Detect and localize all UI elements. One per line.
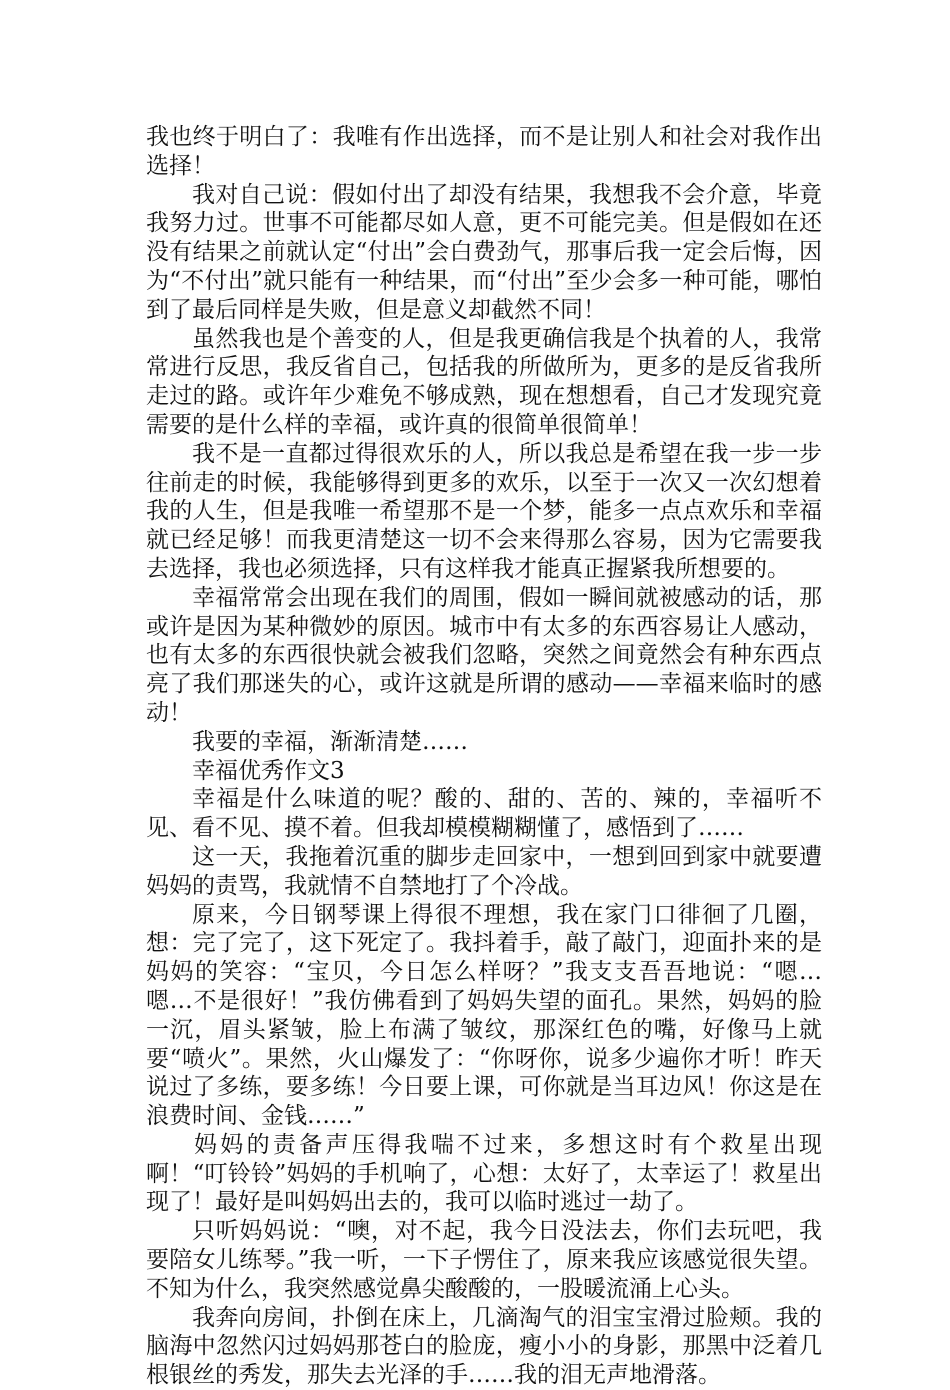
- paragraph-mother-declines: 只听妈妈说：“噢，对不起，我今日没法去，你们去玩吧，我要陪女儿练琴。”我一听，一下子愣住了，原来我应该感觉很失望。不知为什么，我突然感觉鼻尖酸酸的，一股暖流涌上心头。: [146, 1218, 822, 1302]
- paragraph-phone-rings: 妈妈的责备声压得我喘不过来，多想这时有个救星出现啊！“叮铃铃”妈妈的手机响了，心想：太好了，太幸运了！救星出现了！最好是叫妈妈出去的，我可以临时逃过一劫了。: [146, 1131, 822, 1216]
- paragraph-choice-conclusion: 我也终于明白了：我唯有作出选择，而不是让别人和社会对我作出选择！: [146, 124, 822, 179]
- paragraph-being-moved: 幸福常常会出现在我们的周围，假如一瞬间就被感动的话，那或许是因为某种微妙的原因。城市中有太多的东西容易让人感动，也有太多的东西很快就会被我们忽略，突然之间竟然会有种东西点亮了我们那迷失的心，或许这就是所谓的感动——幸福来临时的感动！: [146, 584, 822, 726]
- paragraph-taste-of-happiness: 幸福是什么味道的呢？酸的、甜的、苦的、辣的，幸福听不见、看不见、摸不着。但我却模模糊糊懂了，感悟到了……: [146, 786, 822, 842]
- paragraph-walking-home: 这一天，我拖着沉重的脚步走回家中，一想到回到家中就要遭妈妈的责骂，我就情不自禁地打了个冷战。: [146, 843, 822, 899]
- paragraph-tears: 我奔向房间，扑倒在床上，几滴淘气的泪宝宝滑过脸颊。我的脑海中忽然闪过妈妈那苍白的脸庞，瘦小小的身影，那黑中泛着几根银丝的秀发，那失去光泽的手……我的泪无声地滑落。: [146, 1304, 822, 1389]
- paragraph-piano-lesson: 原来，今日钢琴课上得很不理想，我在家门口徘徊了几圈，想：完了完了，这下死定了。我抖着手，敲了敲门，迎面扑来的是妈妈的笑容：“宝贝，今日怎么样呀？”我支支吾吾地说：“嗯…嗯…不是很好！”我仿佛看到了妈妈失望的面孔。果然，妈妈的脸一沉，眉头紧皱，脸上布满了皱纹，那深红色的嘴，好像马上就要“喷火”。果然，火山爆发了：“你呀你，说多少遍你才听！昨天说过了多练，要多练！今日要上课，可你就是当耳边风！你这是在浪费时间、金钱……”: [146, 901, 822, 1130]
- paragraph-effort: 我对自己说：假如付出了却没有结果，我想我不会介意，毕竟我努力过。世事不可能都尽如人意，更不可能完美。但是假如在还没有结果之前就认定“付出”会白费劲气，那事后我一定会后悔，因为“不付出”就只能有一种结果，而“付出”至少会多一种可能，哪怕到了最后同样是失败，但是意义却截然不同！: [146, 181, 822, 323]
- paragraph-closing-line: 我要的幸福，渐渐清楚……: [192, 728, 468, 755]
- paragraph-happiness-hope: 我不是一直都过得很欢乐的人，所以我总是希望在我一步一步往前走的时候，我能够得到更多的欢乐，以至于一次又一次幻想着我的人生，但是我唯一希望那不是一个梦，能多一点点欢乐和幸福就已经足够！而我更清楚这一切不会来得那么容易，因为它需要我去选择，我也必须选择，只有这样我才能真正握紧我所想要的。: [146, 440, 822, 582]
- essay-title: 幸福优秀作文3: [192, 757, 345, 784]
- document-page: [146, 123, 822, 1390]
- paragraph-reflection: 虽然我也是个善变的人，但是我更确信我是个执着的人，我常常进行反思，我反省自己，包括我的所做所为，更多的是反省我所走过的路。或许年少难免不够成熟，现在想想看，自己才发现究竟需要的是什么样的幸福，或许真的很简单很简单！: [146, 325, 822, 438]
